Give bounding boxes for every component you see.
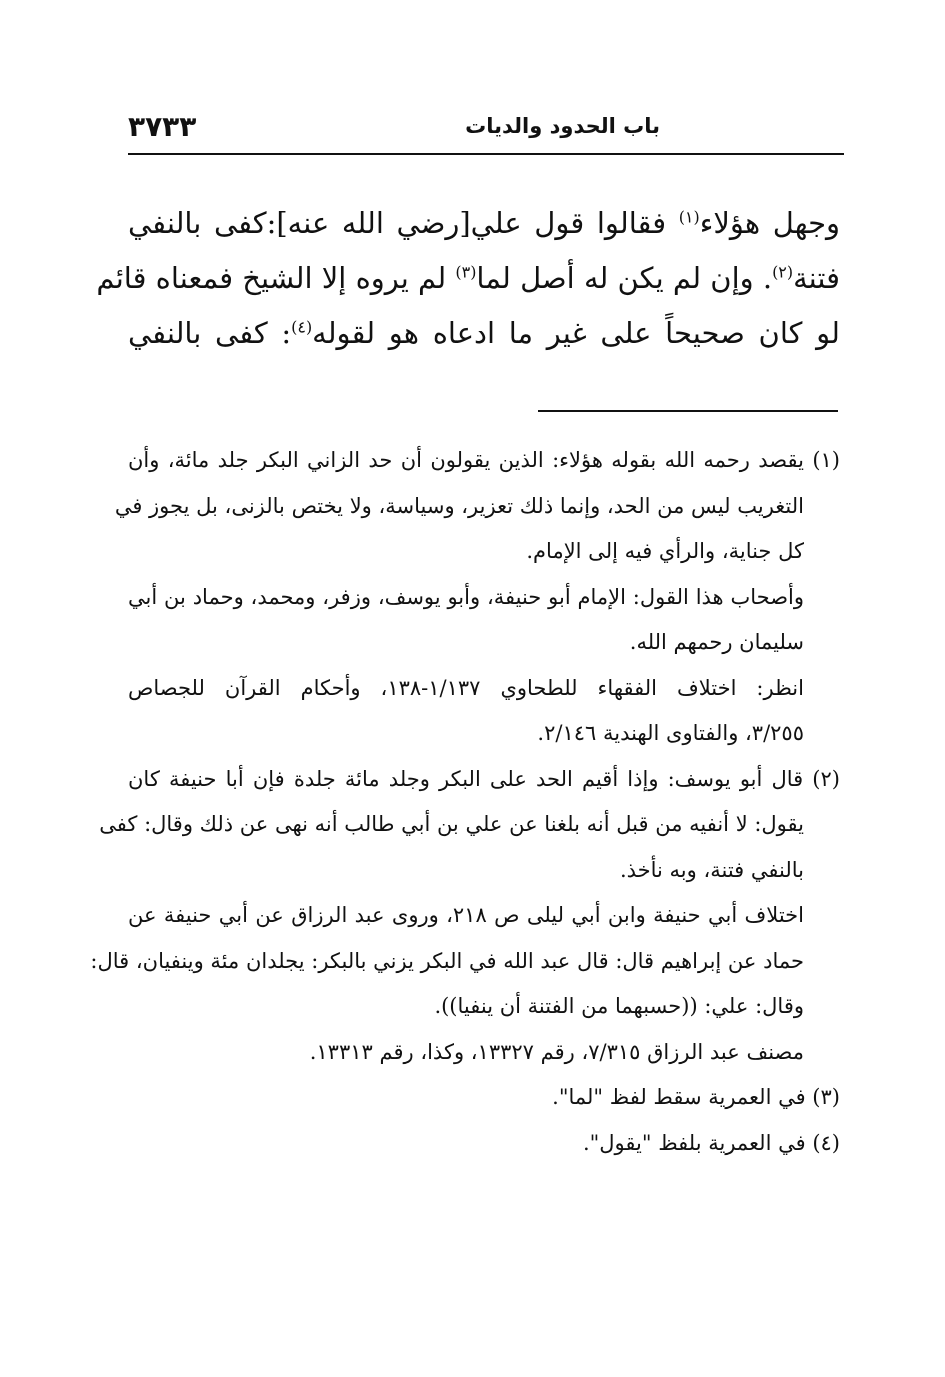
main-text-line: فتنة$^{(٢)}$. وإن لم يكن له أصل لما$^{(٣)}$ لم يروه إلا الشيخ فمعناه قائم xyxy=(96,261,840,295)
footnote-line: (٤) في العمرية بلفظ "يقول". xyxy=(582,1130,840,1155)
footnote-line: حماد عن إبراهيم قال: قال عبد الله في البكر يزني بالبكر: يجلدان مئة وينفيان، قال: xyxy=(90,948,804,973)
page-number: ٣٧٣٣ xyxy=(128,110,197,143)
footnote-line: وأصحاب هذا القول: الإمام أبو حنيفة، وأبو يوسف، وزفر، ومحمد، وحماد بن أبي xyxy=(128,584,804,609)
main-text-line: وجهل هؤلاء$^{(١)}$ فقالوا قول علي[رضي الله عنه]:كفى بالنفي xyxy=(128,206,841,240)
footnote-ref: (٣) xyxy=(455,262,477,282)
footnote-line: كل جناية، والرأي فيه إلى الإمام. xyxy=(526,539,804,563)
main-text xyxy=(96,196,841,361)
footnote-line: سليمان رحمهم الله. xyxy=(629,630,804,654)
footnote-line: بالنفي فتنة، وبه نأخذ. xyxy=(619,857,804,882)
footnote-ref: (٤) xyxy=(291,317,313,337)
footnote-line: (٣) في العمرية سقط لفظ "لما". xyxy=(552,1085,840,1109)
footnote-line: (٢) قال أبو يوسف: وإذا أقيم الحد على البكر وجلد مائة جلدة فإن أبا حنيفة كان xyxy=(128,766,840,791)
footnote-line: وقال: علي: ((حسبهما من الفتنة أن ينفيا)). xyxy=(434,994,804,1018)
footnote-divider xyxy=(538,410,838,412)
footnote-ref: (١) xyxy=(678,207,700,227)
footnote-line: اختلاف أبي حنيفة وابن أبي ليلى ص ٢١٨، وروى عبد الرزاق عن أبي حنيفة عن xyxy=(128,903,804,927)
footnote-line: ٣/٢٥٥، والفتاوى الهندية ٢/١٤٦. xyxy=(537,721,804,745)
footnote-ref: (٢) xyxy=(772,262,794,282)
header-divider xyxy=(128,153,844,155)
running-title: باب الحدود والديات xyxy=(465,114,660,138)
main-text-line: لو كان صحيحاً على غير ما ادعاه هو لقوله$^{(٤)}$: كفى بالنفي xyxy=(128,316,840,350)
footnote-line: التغريب ليس من الحد، وإنما ذلك تعزير، وسياسة، ولا يختص بالزنى، بل يجوز في xyxy=(114,493,804,518)
footnotes xyxy=(90,438,840,1166)
footnote-line: يقول: لا أنفيه من قبل أنه بلغنا عن علي بن أبي طالب أنه نهى عن ذلك وقال: كفى xyxy=(99,812,804,836)
page-header xyxy=(128,112,840,152)
footnote-line: انظر: اختلاف الفقهاء للطحاوي ١/١٣٧-١٣٨، وأحكام القرآن للجصاص xyxy=(128,675,804,700)
footnote-line: (١) يقصد رحمه الله بقوله هؤلاء: الذين يقولون أن حد الزاني البكر جلد مائة، وأن xyxy=(128,448,840,472)
footnote-line: مصنف عبد الرزاق ٧/٣١٥، رقم ١٣٣٢٧، وكذا، رقم ١٣٣١٣. xyxy=(309,1039,804,1064)
